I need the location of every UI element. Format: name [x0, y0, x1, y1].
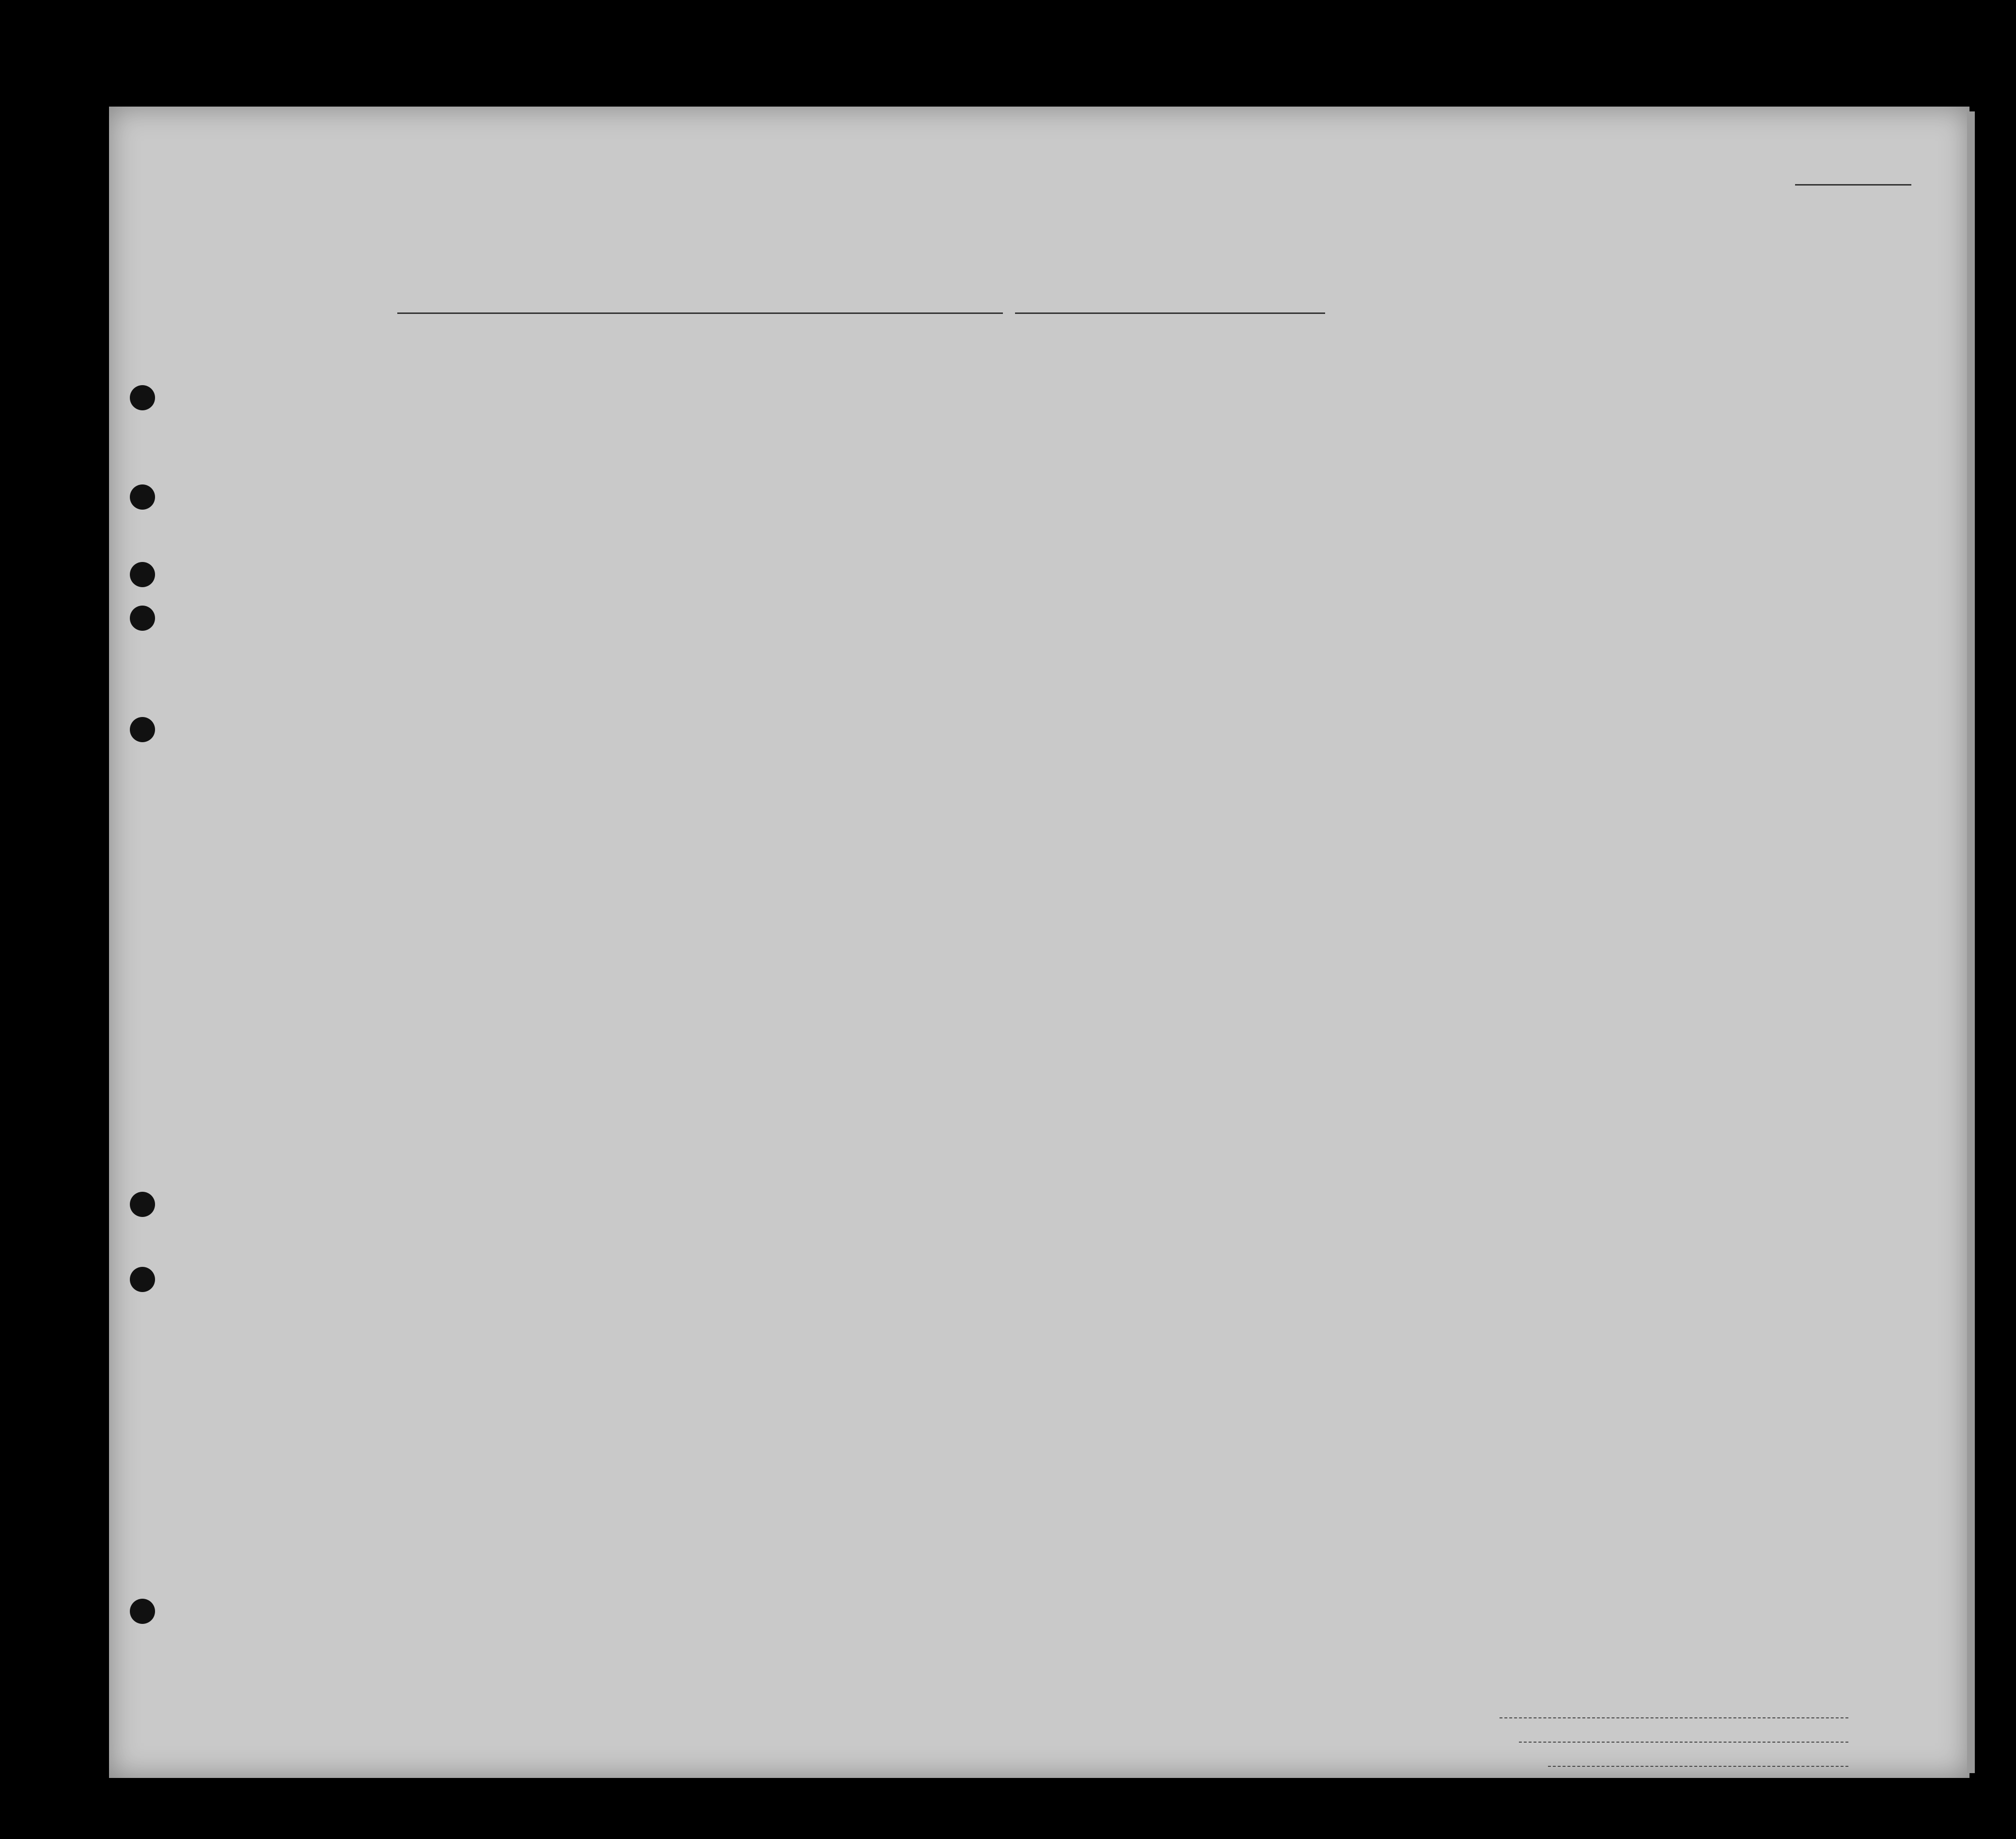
header-polygamist — [1346, 378, 1365, 499]
owners-field — [1519, 1742, 1848, 1743]
header-feet — [1663, 441, 1678, 494]
header-overthrow — [1395, 378, 1444, 499]
local-agents-field — [1548, 1766, 1848, 1767]
header-contract — [1449, 378, 1479, 499]
header-purpose-a — [1196, 397, 1230, 499]
header-excluded — [1484, 378, 1505, 499]
header-inches — [1676, 441, 1691, 494]
header-anarchist — [1372, 378, 1391, 499]
header-purpose-b — [1231, 397, 1265, 499]
header-deported — [1511, 378, 1532, 499]
header-possession-50 — [749, 378, 772, 499]
header-prison — [1301, 378, 1340, 499]
line-field — [1500, 1717, 1848, 1718]
header-ticket — [626, 378, 654, 499]
header-purpose-c — [1266, 397, 1299, 499]
